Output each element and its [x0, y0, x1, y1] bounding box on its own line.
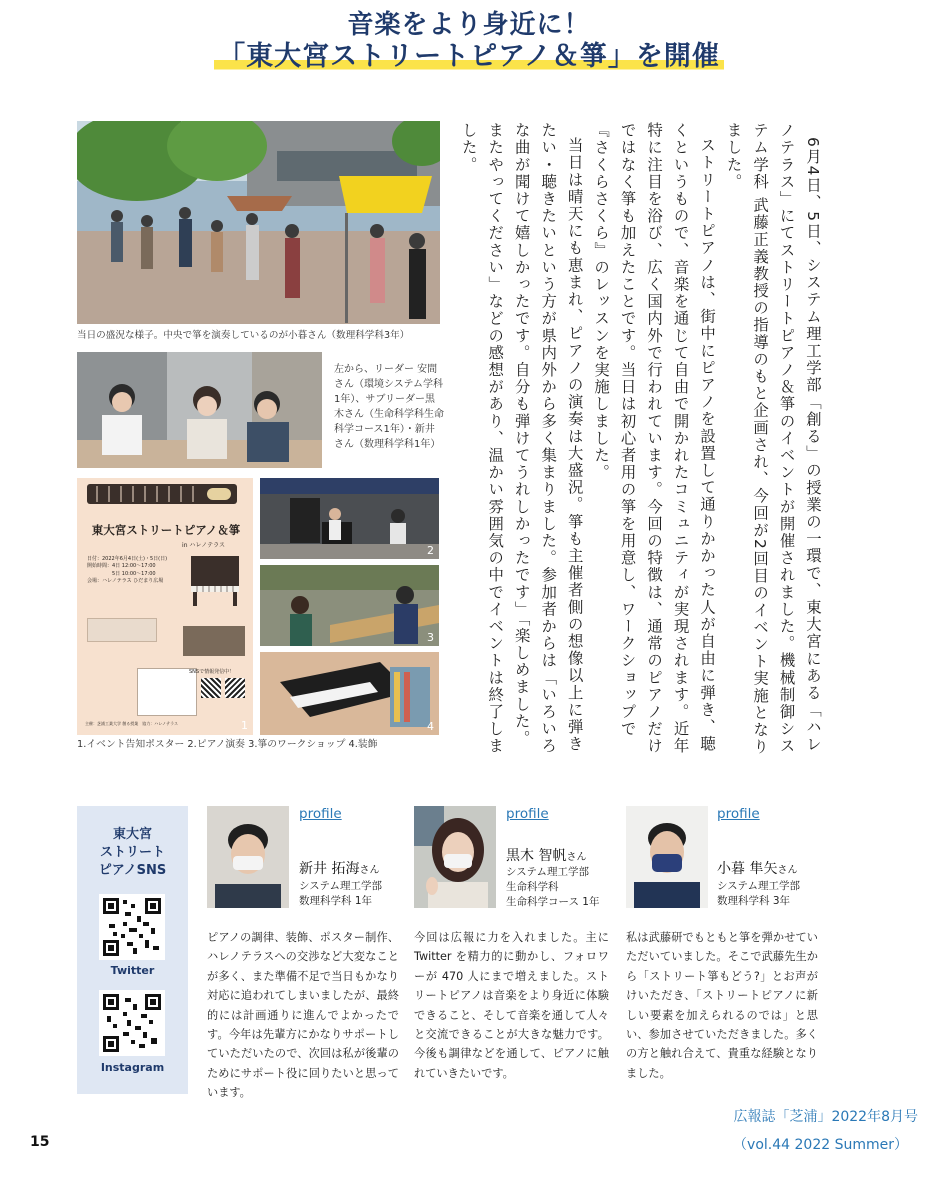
page-number: 15 — [30, 1134, 50, 1150]
photo-koto-workshop — [260, 565, 439, 646]
poster-photo-area — [183, 626, 245, 656]
poster-title: 東大宮ストリートピアノ＆箏 — [91, 523, 241, 537]
publication-volume: （vol.44 2022 Summer） — [733, 1137, 908, 1153]
poster-organizer: 主催：芝浦工業大学 創る授業 協力：ハレノテラス — [85, 721, 178, 726]
article-title-line2 — [0, 34, 938, 73]
photo-number-4: 4 — [427, 720, 434, 733]
photo-number-2: 2 — [427, 544, 434, 557]
profile-name-text: 小暮 隼矢 — [717, 861, 778, 877]
instagram-qr-code[interactable] — [99, 990, 165, 1056]
qr-code-icon — [103, 898, 161, 956]
team-members-image — [77, 352, 322, 468]
poster-dates: 日付：2022年6月4日(土)・5日(日) 開始時間：4日 12:00〜17:00 5日 10:00〜17:00 会場：ハレノテラス ひだまり広場 — [87, 556, 168, 584]
piano-performance-image — [260, 478, 439, 559]
article-paragraph-3: 当日は晴天にも恵まれ、ピアノの演奏は大盛況。箏も主催者側の想像以上に弾きたい・聴きたいという方が県内外から多く集まりました。参加者からは「いろいろな曲が聞けて嬉しかったです。自分も弾けてうれしかったです」「楽しめました。またやってください」などの感想があり、温かい雰囲気の中でイベントは終了しました。 — [459, 122, 584, 755]
profile-name-text: 黒木 智帆 — [506, 848, 567, 864]
profile-name-text: 新井 拓海 — [299, 861, 360, 877]
profile-body-arai: ピアノの調律、装飾、ポスター制作、ハレノテラスへの交渉など大変なことが多く、また準備不足で当日もかなり対応に追われてしまいましたが、最終的には計画通りに進んでよかったです。今年は先輩方にかなりサポートしていただいたので、次回は私が後輩のためにサポート役に回りたいと思っています。 — [207, 931, 399, 1099]
publication-title: 広報誌「芝浦」2022年8月号 — [733, 1109, 918, 1125]
photo-piano-performance — [260, 478, 439, 559]
profile-name-arai — [299, 858, 379, 878]
article-paragraph-2: ストリートピアノは、街中にピアノを設置して通りかかった人が自由に弾き、聴くというもので、音楽を通じて自由で開かれたコミュニティが実現されます。近年特に注目を浴び、広く国内外で行われています。今回の特徴は、通常のピアノだけではなく箏も加えたことです。当日は初心者用の箏を用意し、ワークショップで『さくらさくら』のレッスンを実施しました。 — [592, 122, 717, 755]
sns-panel — [77, 806, 188, 1094]
poster-header-art — [77, 478, 253, 526]
poster-subtitle: in ハレノテラス — [182, 542, 225, 549]
event-scene-image — [77, 121, 440, 324]
event-poster — [77, 478, 253, 735]
caption-photo-team: 左から、リーダー 安間さん（環境システム学科1年）、サブリーダー黒木さん（生命科学科生命科学コース1年）・新井さん（数理科学科1年） — [334, 364, 444, 450]
profile-photo-kuroki — [414, 806, 496, 908]
profile-tag-kogure: profile — [717, 806, 760, 822]
profile-info-kuroki: システム理工学部 生命科学科 生命科学コース 1年 — [506, 866, 600, 909]
photo-number-1: 1 — [241, 719, 248, 732]
photo-number-3: 3 — [427, 631, 434, 644]
profile-info-kogure: システム理工学部 数理科学科 3年 — [717, 880, 800, 908]
profile-honorific: さん — [777, 865, 798, 876]
article-body — [459, 122, 826, 760]
avatar — [626, 806, 708, 908]
profile-name-kuroki — [506, 845, 586, 865]
twitter-label: Twitter — [110, 964, 155, 977]
poster-qr-1 — [201, 678, 221, 698]
sns-title: 東大宮 ストリート ピアノSNS — [98, 827, 167, 879]
profile-name-kogure — [717, 858, 797, 878]
instagram-label: Instagram — [100, 1061, 165, 1074]
article-title-line1: 音楽をより身近に！ — [347, 10, 591, 40]
caption-photo-grid: 1.イベント告知ポスター 2.ピアノ演奏 3.箏のワークショップ 4.装飾 — [77, 739, 378, 750]
koto-workshop-image — [260, 565, 439, 646]
profile-tag-arai: profile — [299, 806, 342, 822]
poster-map-detail — [137, 668, 197, 716]
photo-event-main — [77, 121, 440, 324]
photo-team — [77, 352, 322, 468]
photo-decoration — [260, 652, 439, 735]
profile-honorific: さん — [566, 852, 587, 863]
poster-sns-note: SNSで情報発信中！ — [189, 669, 235, 675]
profile-body-kogure: 私は武藤研でもともと箏を弾かせていただいていました。そこで武藤先生から「ストリート箏もどう?」とお声がけいただき、「ストリートピアノに新しい要素を加えられるのでは」と思い、参加させていただきました。多くの方と触れ合えて、貴重な経験となりました。 — [626, 931, 818, 1080]
profile-honorific: さん — [359, 865, 380, 876]
article-title-highlight: 「東大宮ストリートピアノ＆箏」を開催 — [214, 41, 724, 72]
avatar — [414, 806, 496, 908]
qr-code-icon — [103, 994, 161, 1052]
profile-photo-kogure — [626, 806, 708, 908]
article-paragraph-1: 6月4日、5日、システム理工学部「創る」の授業の一環で、東大宮にある「ハレノテラス」にてストリートピアノ＆箏のイベントが開催されました。機械制御システム学科 武藤正義教授の指導のもと企画され、今回が2回目のイベント実施となりました。 — [724, 122, 822, 756]
caption-photo-main: 当日の盛況な様子。中央で箏を演奏しているのが小暮さん（数理科学科3年） — [77, 330, 410, 341]
poster-map-area — [87, 618, 157, 642]
profile-tag-kuroki: profile — [506, 806, 549, 822]
poster-qr-2 — [225, 678, 245, 698]
avatar — [207, 806, 289, 908]
profile-info-arai: システム理工学部 数理科学科 1年 — [299, 880, 382, 908]
twitter-qr-code[interactable] — [99, 894, 165, 960]
poster-piano-illustration — [185, 550, 245, 610]
decoration-image — [260, 652, 439, 735]
profile-photo-arai — [207, 806, 289, 908]
profile-body-kuroki: 今回は広報に力を入れました。主にTwitter を精力的に動かし、フォロワーが 470 人にまで増えました。ストリートピアノは音楽をより身近に体験できること、そして音楽を通して人々と交流できることが大きな魅力です。今後も調律などを通して、ピアノに触れていきたいです。 — [414, 931, 609, 1080]
